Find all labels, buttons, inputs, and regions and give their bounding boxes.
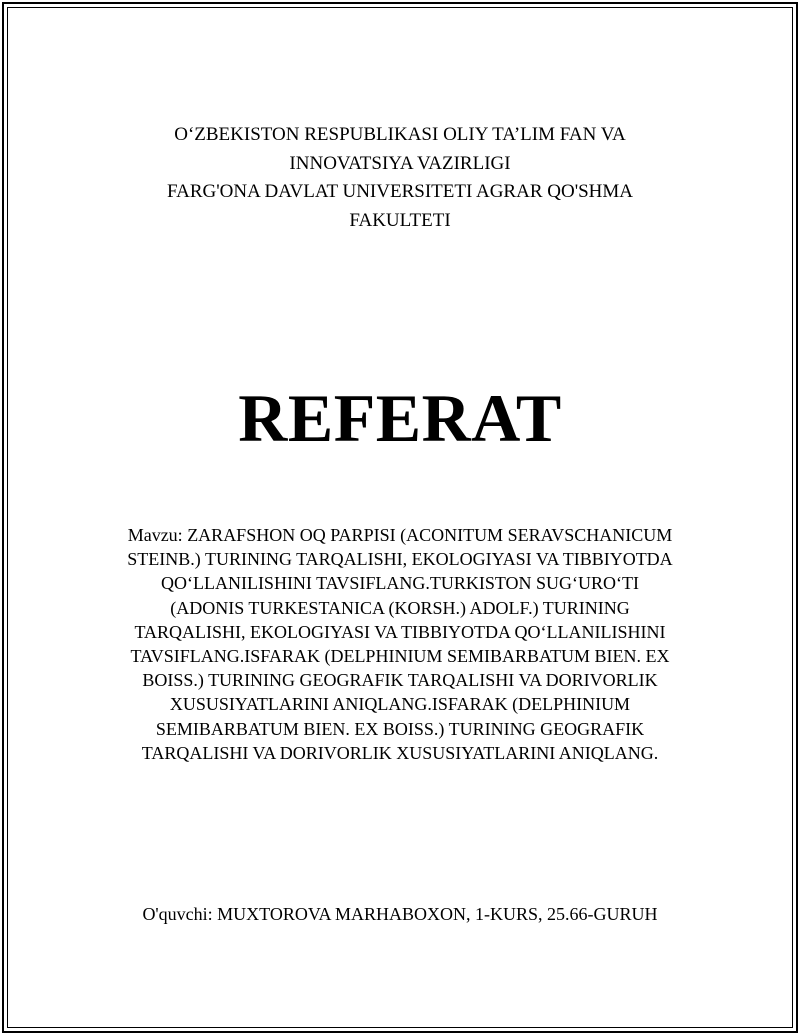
topic-line: QO‘LLANILISHINI TAVSIFLANG.TURKISTON SUG‘URO‘TI [160, 573, 640, 594]
header-line: INNOVATSIYA VAZIRLIGI [289, 152, 511, 174]
topic-line: TARQALISHI VA DORIVORLIK XUSUSIYATLARINI ANIQLANG. [141, 742, 659, 763]
topic-line: STEINB.) TURINING TARQALISHI, EKOLOGIYASI VA TIBBIYOTDA [127, 549, 673, 570]
ministry-header [100, 121, 700, 235]
topic-paragraph [90, 523, 710, 765]
topic-line: SEMIBARBATUM BIEN. EX BOISS.) TURINING GEOGRAFIK [155, 718, 645, 739]
student-info: O'quvchi: MUXTOROVA MARHABOXON, 1-KURS, 25.66-GURUH [142, 904, 658, 924]
header-line: O‘ZBEKISTON RESPUBLIKASI OLIY TA’LIM FAN VA [174, 124, 626, 145]
header-line: FAKULTETI [349, 209, 451, 231]
topic-line: BOISS.) TURINING GEOGRAFIK TARQALISHI VA DORIVORLIK [142, 670, 658, 691]
document-title: REFERAT [238, 380, 562, 456]
topic-line: Mavzu: ZARAFSHON OQ PARPISI (ACONITUM SERAVSCHANICUM [127, 525, 673, 545]
header-line: FARG'ONA DAVLAT UNIVERSITETI AGRAR QO'SHMA [166, 181, 634, 202]
topic-line: TAVSIFLANG.ISFARAK (DELPHINIUM SEMIBARBATUM BIEN. EX [130, 646, 670, 667]
topic-line: XUSUSIYATLARINI ANIQLANG.ISFARAK (DELPHINIUM [169, 694, 631, 715]
topic-line: (ADONIS TURKESTANICA (KORSH.) ADOLF.) TURINING [170, 597, 630, 618]
topic-line: TARQALISHI, EKOLOGIYASI VA TIBBIYOTDA QO‘LLANILISHINI [134, 621, 666, 642]
